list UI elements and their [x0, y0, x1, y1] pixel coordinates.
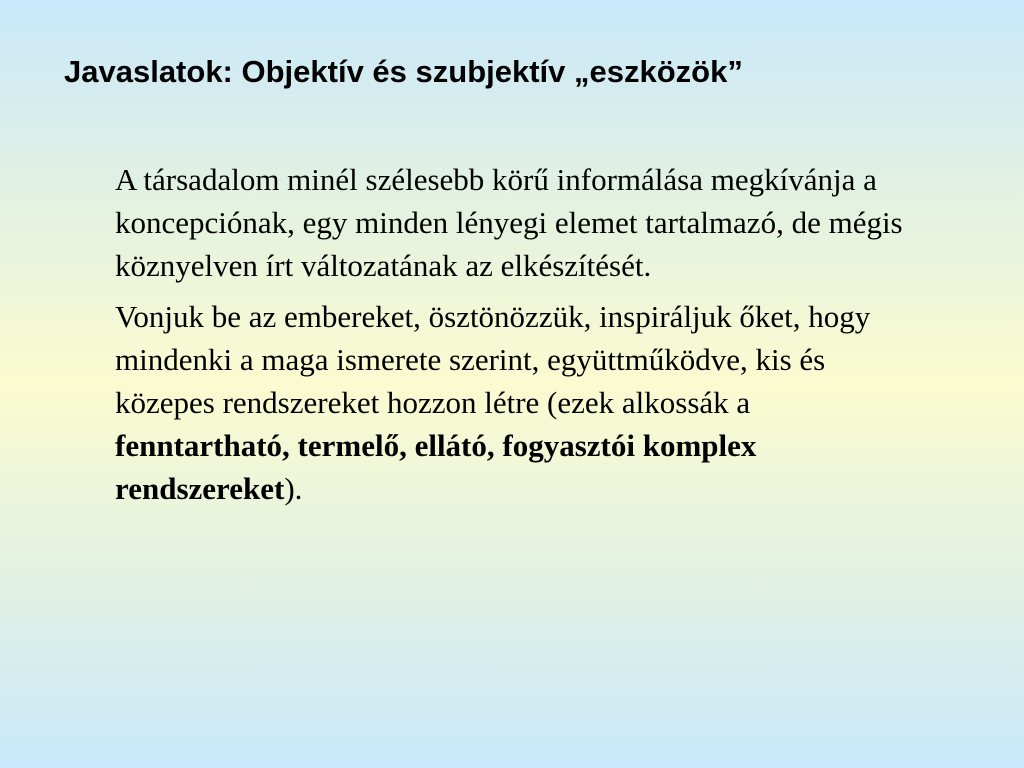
slide-title: Javaslatok: Objektív és szubjektív „eszközök” [64, 54, 743, 89]
paragraph-involve-people-end: ). [284, 471, 303, 506]
paragraph-informing-society: A társadalom minél szélesebb körű informálása megkívánja a koncepciónak, egy minden lényegi elemet tartalmazó, de mégis köznyelven írt változatának az elkészítését. [115, 162, 903, 283]
slide-body [115, 158, 915, 518]
paragraph-involve-people-text: Vonjuk be az embereket, ösztönözzük, inspiráljuk őket, hogy mindenki a maga ismerete szerint, együttműködve, kis és közepes rendszereket hozzon létre (ezek alkossák a [115, 299, 871, 420]
paragraph-involve-people-bold: fenntartható, termelő, ellátó, fogyasztói komplex rendszereket [115, 428, 757, 506]
paragraph-involve-people [115, 295, 915, 510]
